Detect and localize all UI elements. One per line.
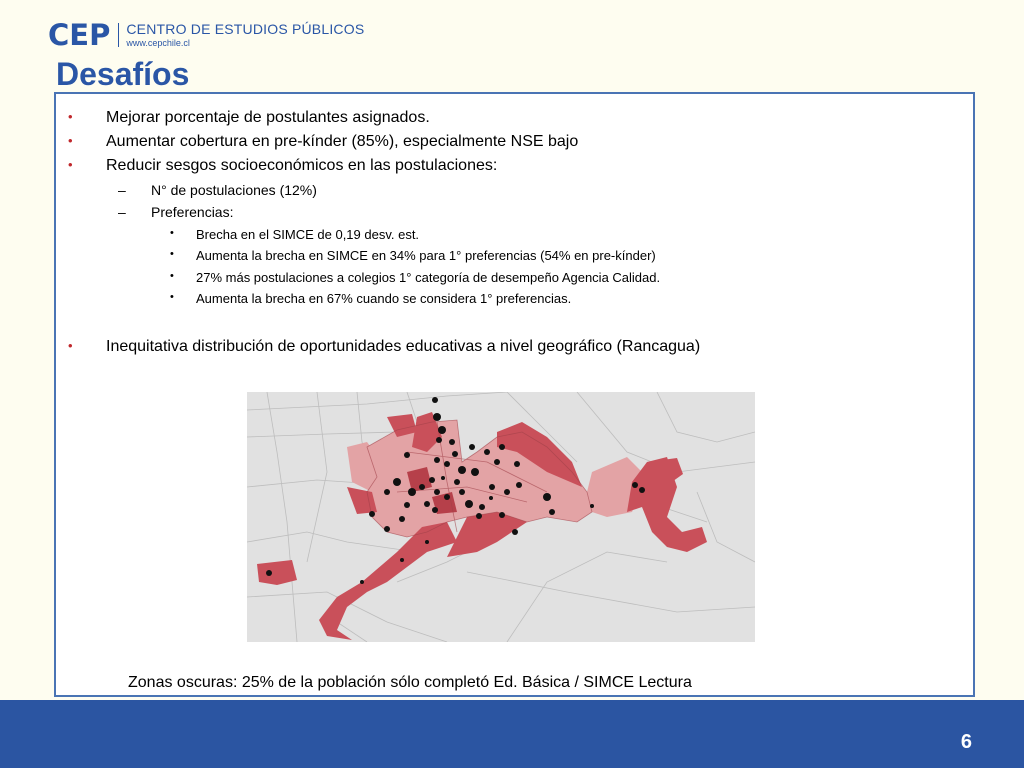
bullet-item (68, 133, 579, 151)
bullet-item (68, 157, 498, 175)
sub-bullet-marker: – (118, 204, 126, 220)
cep-logo (48, 18, 364, 52)
sub-sub-bullet-text: 27% más postulaciones a colegios 1° categoría de desempeño Agencia Calidad. (196, 270, 661, 285)
slide-title: Desafíos (56, 56, 190, 92)
bullet-marker: • (68, 133, 73, 148)
bullet-marker: • (68, 338, 73, 353)
bullet-marker: • (68, 109, 73, 124)
logo-divider (118, 23, 119, 47)
footer-bar (0, 700, 1024, 768)
sub-sub-bullet-item (170, 248, 656, 263)
sub-sub-bullet-marker: • (170, 227, 174, 239)
logo-mark: CEP (48, 18, 111, 52)
sub-sub-bullet-item (170, 227, 420, 242)
bullet-text: Inequitativa distribución de oportunidades educativas a nivel geográfico (Rancagua) (106, 338, 701, 355)
logo-text (126, 22, 364, 48)
sub-sub-bullet-text: Aumenta la brecha en 67% cuando se considera 1° preferencias. (196, 291, 572, 306)
bullet-item (68, 338, 701, 356)
logo-url: www.cepchile.cl (126, 38, 190, 48)
sub-sub-bullet-text: Aumenta la brecha en SIMCE en 34% para 1° preferencias (54% en pre-kínder) (196, 248, 656, 263)
content-box (54, 92, 975, 697)
bullet-marker: • (68, 157, 73, 172)
bullet-item (68, 109, 430, 127)
sub-sub-bullet-item (170, 291, 572, 306)
rancagua-map (247, 392, 755, 642)
sub-bullet-item (118, 182, 317, 198)
map-caption: Zonas oscuras: 25% de la población sólo completó Ed. Básica / SIMCE Lectura (128, 674, 692, 691)
bullet-text: Reducir sesgos socioeconómicos en las postulaciones: (106, 157, 498, 174)
bullet-text: Mejorar porcentaje de postulantes asignados. (106, 109, 430, 126)
sub-sub-bullet-marker: • (170, 291, 174, 303)
sub-sub-bullet-marker: • (170, 248, 174, 260)
sub-bullet-marker: – (118, 182, 126, 198)
page-number: 6 (960, 731, 972, 753)
bullet-text: Aumentar cobertura en pre-kínder (85%), especialmente NSE bajo (106, 133, 579, 150)
logo-name: CENTRO DE ESTUDIOS PÚBLICOS (126, 21, 365, 37)
sub-bullet-text: Preferencias: (151, 204, 234, 220)
sub-sub-bullet-text: Brecha en el SIMCE de 0,19 desv. est. (196, 227, 420, 242)
sub-sub-bullet-marker: • (170, 270, 174, 282)
sub-bullet-text: N° de postulaciones (12%) (151, 182, 317, 198)
sub-bullet-item (118, 204, 234, 220)
sub-sub-bullet-item (170, 270, 661, 285)
